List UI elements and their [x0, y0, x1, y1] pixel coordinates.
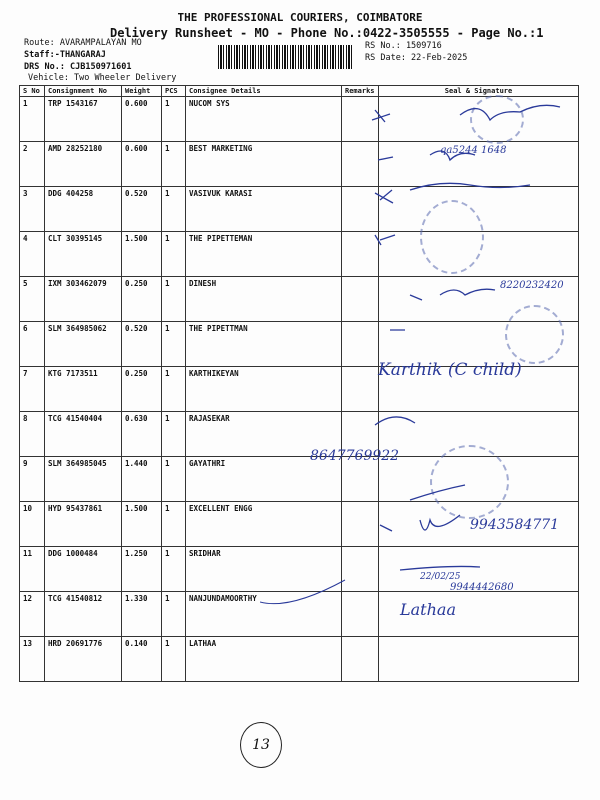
serial-number: 10: [20, 502, 45, 547]
rs-date: RS Date: 22-Feb-2025: [365, 53, 468, 63]
col-remarks: Remarks: [342, 86, 379, 97]
serial-number: 7: [20, 367, 45, 412]
consignee-name: EXCELLENT ENGG: [186, 502, 342, 547]
serial-number: 1: [20, 97, 45, 142]
consignment-number: SLM 364985045: [45, 457, 122, 502]
consignment-number: CLT 30395145: [45, 232, 122, 277]
runsheet-subtitle: Delivery Runsheet - MO - Phone No.:0422-3505555 - Page No.:1: [110, 26, 544, 40]
page-number: 13: [240, 722, 282, 768]
weight: 0.630: [122, 412, 162, 457]
weight: 0.520: [122, 187, 162, 232]
remarks-cell: [342, 637, 379, 682]
consignee-name: SRIDHAR: [186, 547, 342, 592]
pieces: 1: [162, 592, 186, 637]
pieces: 1: [162, 412, 186, 457]
consignee-name: RAJASEKAR: [186, 412, 342, 457]
consignee-name: THE PIPETTEMAN: [186, 232, 342, 277]
route: Route: AVARAMPALAYAN MO: [24, 38, 142, 48]
consignee-name: THE PIPETTMAN: [186, 322, 342, 367]
drs-number: DRS No.: CJB150971601: [24, 62, 132, 72]
consignment-number: SLM 364985062: [45, 322, 122, 367]
weight: 1.250: [122, 547, 162, 592]
table-row: [20, 637, 579, 682]
consignee-name: LATHAA: [186, 637, 342, 682]
pieces: 1: [162, 457, 186, 502]
weight: 0.250: [122, 367, 162, 412]
weight: 1.500: [122, 232, 162, 277]
col-sno: S No: [20, 86, 45, 97]
consignment-number: TCG 41540404: [45, 412, 122, 457]
weight: 0.600: [122, 97, 162, 142]
pieces: 1: [162, 142, 186, 187]
serial-number: 9: [20, 457, 45, 502]
handwritten-phone: 8647769922: [310, 448, 400, 464]
consignment-number: HRD 20691776: [45, 637, 122, 682]
col-signature: Seal & Signature: [379, 86, 579, 97]
pieces: 1: [162, 277, 186, 322]
pieces: 1: [162, 232, 186, 277]
consignee-name: NANJUNDAMOORTHY: [186, 592, 342, 637]
consignment-number: HYD 95437861: [45, 502, 122, 547]
consignee-name: KARTHIKEYAN: [186, 367, 342, 412]
handwritten-phone: 9943584771: [470, 517, 560, 533]
handwritten-phone: 9944442680: [450, 582, 514, 593]
barcode: [218, 45, 352, 69]
handwritten-signature: Lathaa: [400, 600, 456, 619]
serial-number: 5: [20, 277, 45, 322]
handwritten-signature: Karthik (C child): [378, 360, 522, 380]
signature-scribbles: [370, 95, 600, 615]
pieces: 1: [162, 322, 186, 367]
pieces: 1: [162, 187, 186, 232]
consignee-name: VASIVUK KARASI: [186, 187, 342, 232]
consignment-number: DDG 1000484: [45, 547, 122, 592]
consignment-number: IXM 303462079: [45, 277, 122, 322]
pieces: 1: [162, 367, 186, 412]
signature-cell: [379, 637, 579, 682]
serial-number: 6: [20, 322, 45, 367]
weight: 1.440: [122, 457, 162, 502]
consignee-name: NUCOM SYS: [186, 97, 342, 142]
handwritten-date: 22/02/25: [420, 572, 461, 582]
serial-number: 13: [20, 637, 45, 682]
col-weight: Weight: [122, 86, 162, 97]
consignee-name: BEST MARKETING: [186, 142, 342, 187]
serial-number: 11: [20, 547, 45, 592]
consignment-number: TCG 41540812: [45, 592, 122, 637]
weight: 1.330: [122, 592, 162, 637]
serial-number: 8: [20, 412, 45, 457]
staff: Staff:-THANGARAJ: [24, 50, 106, 60]
consignment-number: KTG 7173511: [45, 367, 122, 412]
serial-number: 3: [20, 187, 45, 232]
consignment-number: TRP 1543167: [45, 97, 122, 142]
serial-number: 4: [20, 232, 45, 277]
company-title: THE PROFESSIONAL COURIERS, COIMBATORE: [177, 11, 423, 24]
vehicle: Vehicle: Two Wheeler Delivery: [28, 73, 177, 83]
consignee-name: DINESH: [186, 277, 342, 322]
consignment-number: AMD 28252180: [45, 142, 122, 187]
weight: 0.600: [122, 142, 162, 187]
col-consignment: Consignment No: [45, 86, 122, 97]
serial-number: 12: [20, 592, 45, 637]
pieces: 1: [162, 547, 186, 592]
rs-number: RS No.: 1509716: [365, 41, 442, 51]
pieces: 1: [162, 637, 186, 682]
weight: 0.140: [122, 637, 162, 682]
col-pcs: PCS: [162, 86, 186, 97]
weight: 1.500: [122, 502, 162, 547]
col-consignee: Consignee Details: [186, 86, 342, 97]
pieces: 1: [162, 502, 186, 547]
weight: 0.520: [122, 322, 162, 367]
consignee-name: GAYATHRI: [186, 457, 342, 502]
weight: 0.250: [122, 277, 162, 322]
consignment-number: DDG 404258: [45, 187, 122, 232]
handwritten-note: qa5244 1648: [440, 145, 507, 156]
serial-number: 2: [20, 142, 45, 187]
pen-stroke: [260, 570, 350, 610]
pieces: 1: [162, 97, 186, 142]
handwritten-phone: 8220232420: [500, 280, 564, 291]
